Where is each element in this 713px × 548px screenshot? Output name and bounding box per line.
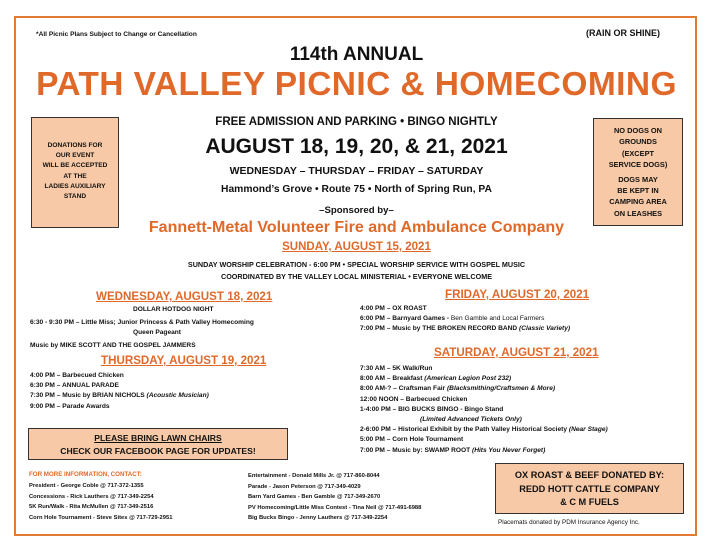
sponsor-name: Fannett-Metal Volunteer Fire and Ambulance Company <box>148 219 565 236</box>
disclaimer: *All Picnic Plans Subject to Change or Cancellation <box>36 31 197 38</box>
location: Hammond’s Grove • Route 75 • North of Spring Run, PA <box>221 184 492 195</box>
event-days: WEDNESDAY – THURSDAY – FRIDAY – SATURDAY <box>229 165 484 177</box>
friday-heading: FRIDAY, AUGUST 20, 2021 <box>445 288 590 301</box>
donations-box: DONATIONS FOR OUR EVENT WILL BE ACCEPTED AT THE LADIES AUXILIARY STAND <box>31 117 119 228</box>
lawn-chairs-box: PLEASE BRING LAWN CHAIRS CHECK OUR FACEBOOK PAGE FOR UPDATES! <box>28 428 288 460</box>
contacts-heading: FOR MORE INFORMATION, CONTACT: <box>29 471 142 478</box>
saturday-heading: SATURDAY, AUGUST 21, 2021 <box>434 346 599 359</box>
saturday-list: 7:30 AM – 5K Walk/Run 8:00 AM – Breakfast (American Legion Post 232) 8:00 AM-? – Craftsman Fair (Blacksmithing/Craftsmen & More) 12:00 NOON – Barbecued Chicken 1-4:00 PM – BIG BUCKS BINGO - Bingo Stand (Limited Advanced Tickets Only) 2-6:00 PM – Historical Exhibit by the Path Valley Historical Society (Near Stage) 5:00 PM – Corn Hole Tournament 7:00 PM – Music by: SWAMP ROOT (Hits You Never Forget) <box>360 365 608 454</box>
rain-or-shine: (RAIN OR SHINE) <box>586 28 660 38</box>
sponsored-by: –Sponsored by– <box>319 205 394 216</box>
free-admission: FREE ADMISSION AND PARKING • BINGO NIGHTLY <box>215 116 498 128</box>
contacts-column-1: President - George Coble @ 717-372-1355 Concessions - Rick Lauthers @ 717-349-2254 5K Run/Walk - Rita McMullen @ 717-349-2516 Corn Hole Tournament - Steve Sites @ 717-729-2951 <box>29 483 173 521</box>
sunday-heading: SUNDAY, AUGUST 15, 2021 <box>282 241 431 253</box>
thursday-heading: THURSDAY, AUGUST 19, 2021 <box>101 354 267 367</box>
wednesday-line-3: Queen Pageant <box>133 329 182 336</box>
annual-heading: 114th ANNUAL <box>289 44 424 65</box>
page-title: PATH VALLEY PICNIC & HOMECOMING <box>36 66 677 103</box>
wednesday-line-2: 6:30 - 9:30 PM – Little Miss; Junior Princess & Path Valley Homecoming <box>30 319 254 326</box>
wednesday-heading: WEDNESDAY, AUGUST 18, 2021 <box>96 290 273 303</box>
placemats-credit: Placemats donated by PDM Insurance Agency Inc. <box>498 519 640 526</box>
friday-list: 4:00 PM – OX ROAST 6:00 PM – Barnyard Games - Ben Gamble and Local Farmers 7:00 PM – Music by THE BROKEN RECORD BAND (Classic Variety) <box>360 305 571 333</box>
thursday-list: 4:00 PM – Barbecued Chicken 6:30 PM – ANNUAL PARADE 7:30 PM – Music by BRIAN NICHOLS (Acoustic Musician) 9:00 PM – Parade Awards <box>30 372 209 410</box>
dogs-box: NO DOGS ON GROUNDS (EXCEPT SERVICE DOGS) DOGS MAY BE KEPT IN CAMPING AREA ON LEASHES <box>593 118 683 226</box>
sunday-line-2: COORDINATED BY THE VALLEY LOCAL MINISTERIAL • EVERYONE WELCOME <box>221 272 492 281</box>
wednesday-line-1: DOLLAR HOTDOG NIGHT <box>133 306 214 313</box>
event-dates: AUGUST 18, 19, 20, & 21, 2021 <box>205 135 508 158</box>
wednesday-line-4: Music by MIKE SCOTT AND THE GOSPEL JAMMERS <box>30 342 196 349</box>
sunday-line-1: SUNDAY WORSHIP CELEBRATION - 6:00 PM • SPECIAL WORSHIP SERVICE WITH GOSPEL MUSIC <box>187 260 526 269</box>
ox-roast-box: OX ROAST & BEEF DONATED BY: REDD HOTT CATTLE COMPANY & C M FUELS <box>495 463 684 514</box>
contacts-column-2: Entertainment - Donald Mills Jr. @ 717-860-8044 Parade - Jason Peterson @ 717-349-4029 Barn Yard Games - Ben Gamble @ 717-349-2670 PV Homecoming/Little Miss Contest - Tina Neil @ 717-491-6988 Big Bucks Bingo - Jenny Lauthers @ 717-349-2254 <box>248 473 422 521</box>
